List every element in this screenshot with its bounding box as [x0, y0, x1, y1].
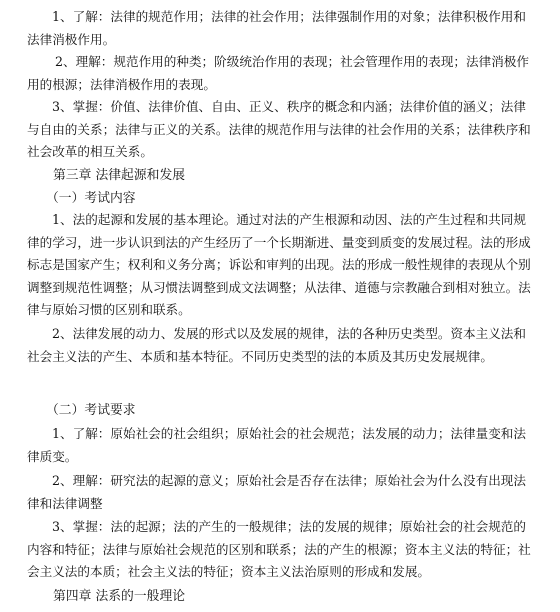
paragraph-master-1: 3、掌握：价值、法律价值、自由、正义、秩序的概念和内涵；法律价值的涵义；法律与自由的关系；法律与正义的关系。法律的规范作用与法律的社会作用的关系；法律秩序和社会改革的相互关系。 [27, 99, 531, 160]
paragraph-understand-2: 1、了解：原始社会的社会组织；原始社会的社会规范；法发展的动力；法律量变和法律质变。 [27, 426, 526, 464]
section-exam-content: （一）考试内容 [46, 191, 136, 206]
chapter-4-title: 第四章 法系的一般理论 [53, 589, 186, 604]
paragraph-content-1: 1、法的起源和发展的基本理论。通过对法的产生根源和动因、法的产生过程和共同规律的学习，进一步认识到法的产生经历了一个长期渐进、量变到质变的发展过程。法的形成标志是国家产生；权利和义务分离；诉讼和审判的出现。法的形成一般性规律的表现从个别调整到规范性调整；从习惯法调整到成文法调整；从法律、道德与宗教融合到相对独立。法律与原始习惯的区别和联系。 [27, 212, 531, 318]
chapter-3-title: 第三章 法律起源和发展 [53, 168, 186, 183]
paragraph-comprehend-2: 2、理解：研究法的起源的意义；原始社会是否存在法律；原始社会为什么没有出现法律和法律调整 [27, 473, 526, 511]
paragraph-content-2: 2、法律发展的动力、发展的形式以及发展的规律，法的各种历史类型。资本主义法和社会主义法的产生、本质和基本特征。不同历史类型的法的本质及其历史发展规律。 [27, 326, 526, 364]
paragraph-master-2: 3、掌握：法的起源；法的产生的一般规律；法的发展的规律；原始社会的社会规范的内容和特征；法律与原始社会规范的区别和联系；法的产生的根源；资本主义法的特征；社会主义法的本质；社会主义法的特征；资本主义法治原则的形成和发展。 [27, 519, 531, 580]
paragraph-understand-1: 1、了解：法律的规范作用；法律的社会作用；法律强制作用的对象；法律积极作用和法律消极作用。 [27, 9, 526, 47]
section-exam-requirements: （二）考试要求 [46, 403, 136, 418]
paragraph-comprehend-1: 2、理解：规范作用的种类；阶级统治作用的表现；社会管理作用的表现；法律消极作用的根源；法律消极作用的表现。 [27, 54, 529, 92]
